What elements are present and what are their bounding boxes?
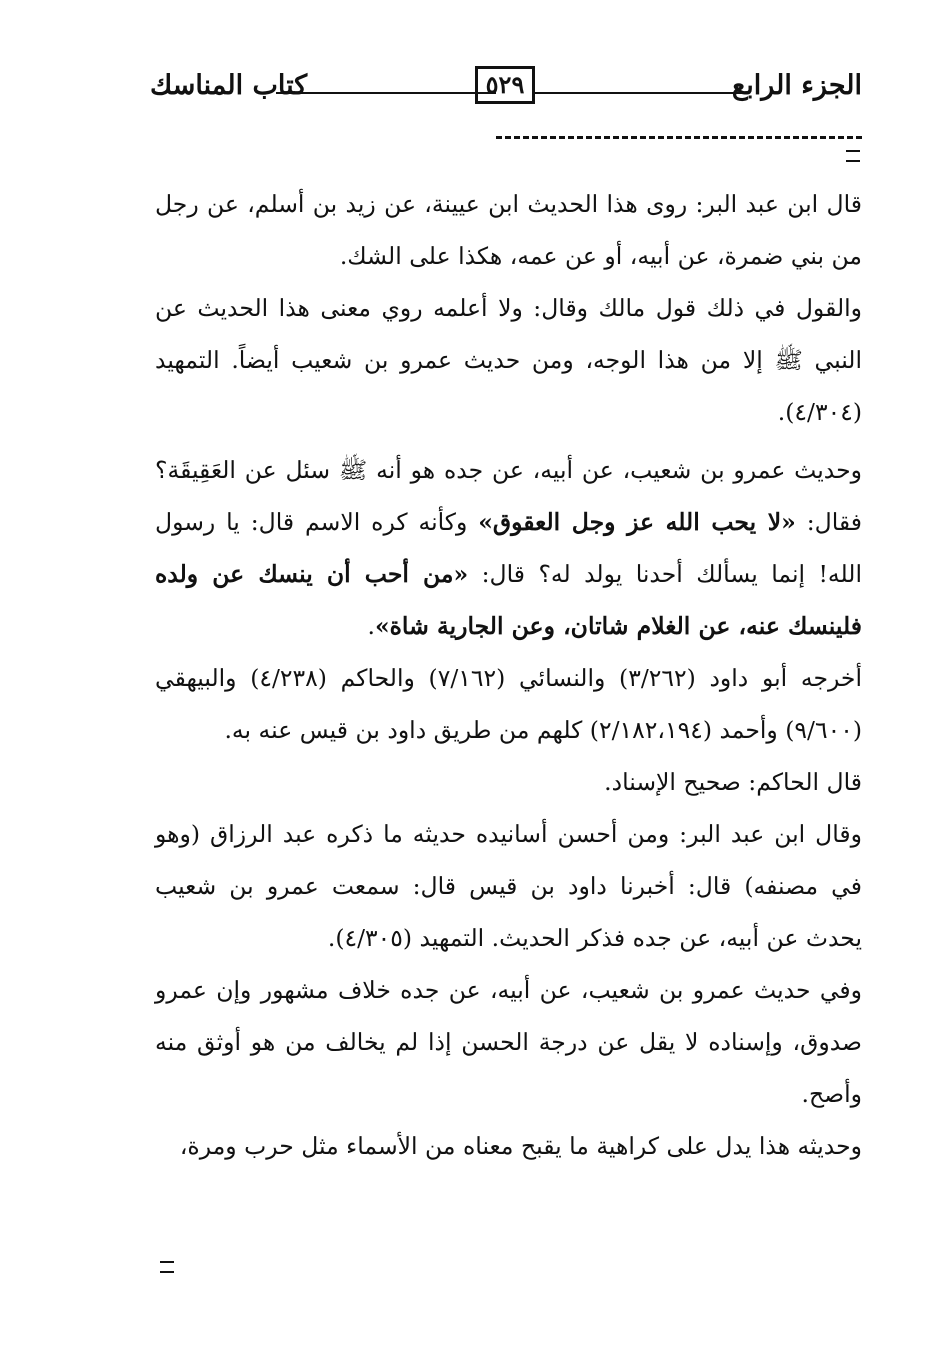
header-rule-right — [534, 92, 744, 94]
book-title: كتاب المناسك — [150, 70, 308, 101]
dashed-divider — [496, 136, 862, 139]
paragraph-3 — [155, 444, 862, 652]
paragraph-8: وحديثه هذا يدل على كراهية ما يقبح معناه من الأسماء مثل حرب ومرة، — [179, 1132, 862, 1160]
volume-label: الجزء الرابع — [731, 70, 862, 101]
continuation-mark-top — [846, 150, 860, 162]
continuation-mark-bottom — [160, 1261, 174, 1273]
paragraph-3-intro: وحديث عمرو بن شعيب، عن أبيه، عن جده هو أنه ﷺ سئل عن العَقِيقَة؟ فقال: — [155, 456, 862, 536]
page-number: ٥٢٩ — [475, 66, 535, 104]
paragraph-3-middle: وكأنه كره الاسم قال: يا رسول الله! إنما يسألك أحدنا يولد له؟ قال: — [155, 508, 862, 588]
paragraph-4: أخرجه أبو داود (٣/٢٦٢) والنسائي (٧/١٦٢) والحاكم (٤/٢٣٨) والبيهقي (٩/٦٠٠) وأحمد (٢/١٨٢،١٩٤) كلهم من طريق داود بن قيس عنه به. — [155, 664, 862, 744]
page-body — [155, 178, 862, 1172]
hadith-quote-1: «لا يحب الله عز وجل العقوق» — [478, 508, 796, 536]
paragraph-7: وفي حديث عمرو بن شعيب، عن أبيه، عن جده خلاف مشهور وإن عمرو صدوق، وإسناده لا يقل عن درجة الحسن إذا لم يخالف من هو أوثق منه وأصح. — [155, 976, 862, 1108]
hadith-quote-2: «من أحب أن ينسك عن ولده فلينسك عنه، عن الغلام شاتان، وعن الجارية شاة» — [155, 560, 862, 640]
paragraph-1: قال ابن عبد البر: روى هذا الحديث ابن عيينة، عن زيد بن أسلم، عن رجل من بني ضمرة، عن أبيه، أو عن عمه، هكذا على الشك. — [155, 190, 862, 270]
paragraph-5: قال الحاكم: صحيح الإسناد. — [604, 768, 862, 796]
paragraph-6: وقال ابن عبد البر: ومن أحسن أسانيده حديثه ما ذكره عبد الرزاق (وهو في مصنفه) قال: أخبرنا داود بن قيس قال: سمعت عمرو بن شعيب يحدث عن أبيه، عن جده فذكر الحديث. التمهيد (٤/٣٠٥). — [155, 820, 862, 952]
paragraph-2: والقول في ذلك قول مالك وقال: ولا أعلمه روي معنى هذا الحديث عن النبي ﷺ إلا من هذا الوجه، ومن حديث عمرو بن شعيب أيضاً. التمهيد (٤/٣٠٤). — [155, 294, 862, 426]
header-rule-left — [276, 92, 496, 94]
running-header — [150, 64, 862, 116]
paragraph-3-end: . — [367, 612, 375, 640]
